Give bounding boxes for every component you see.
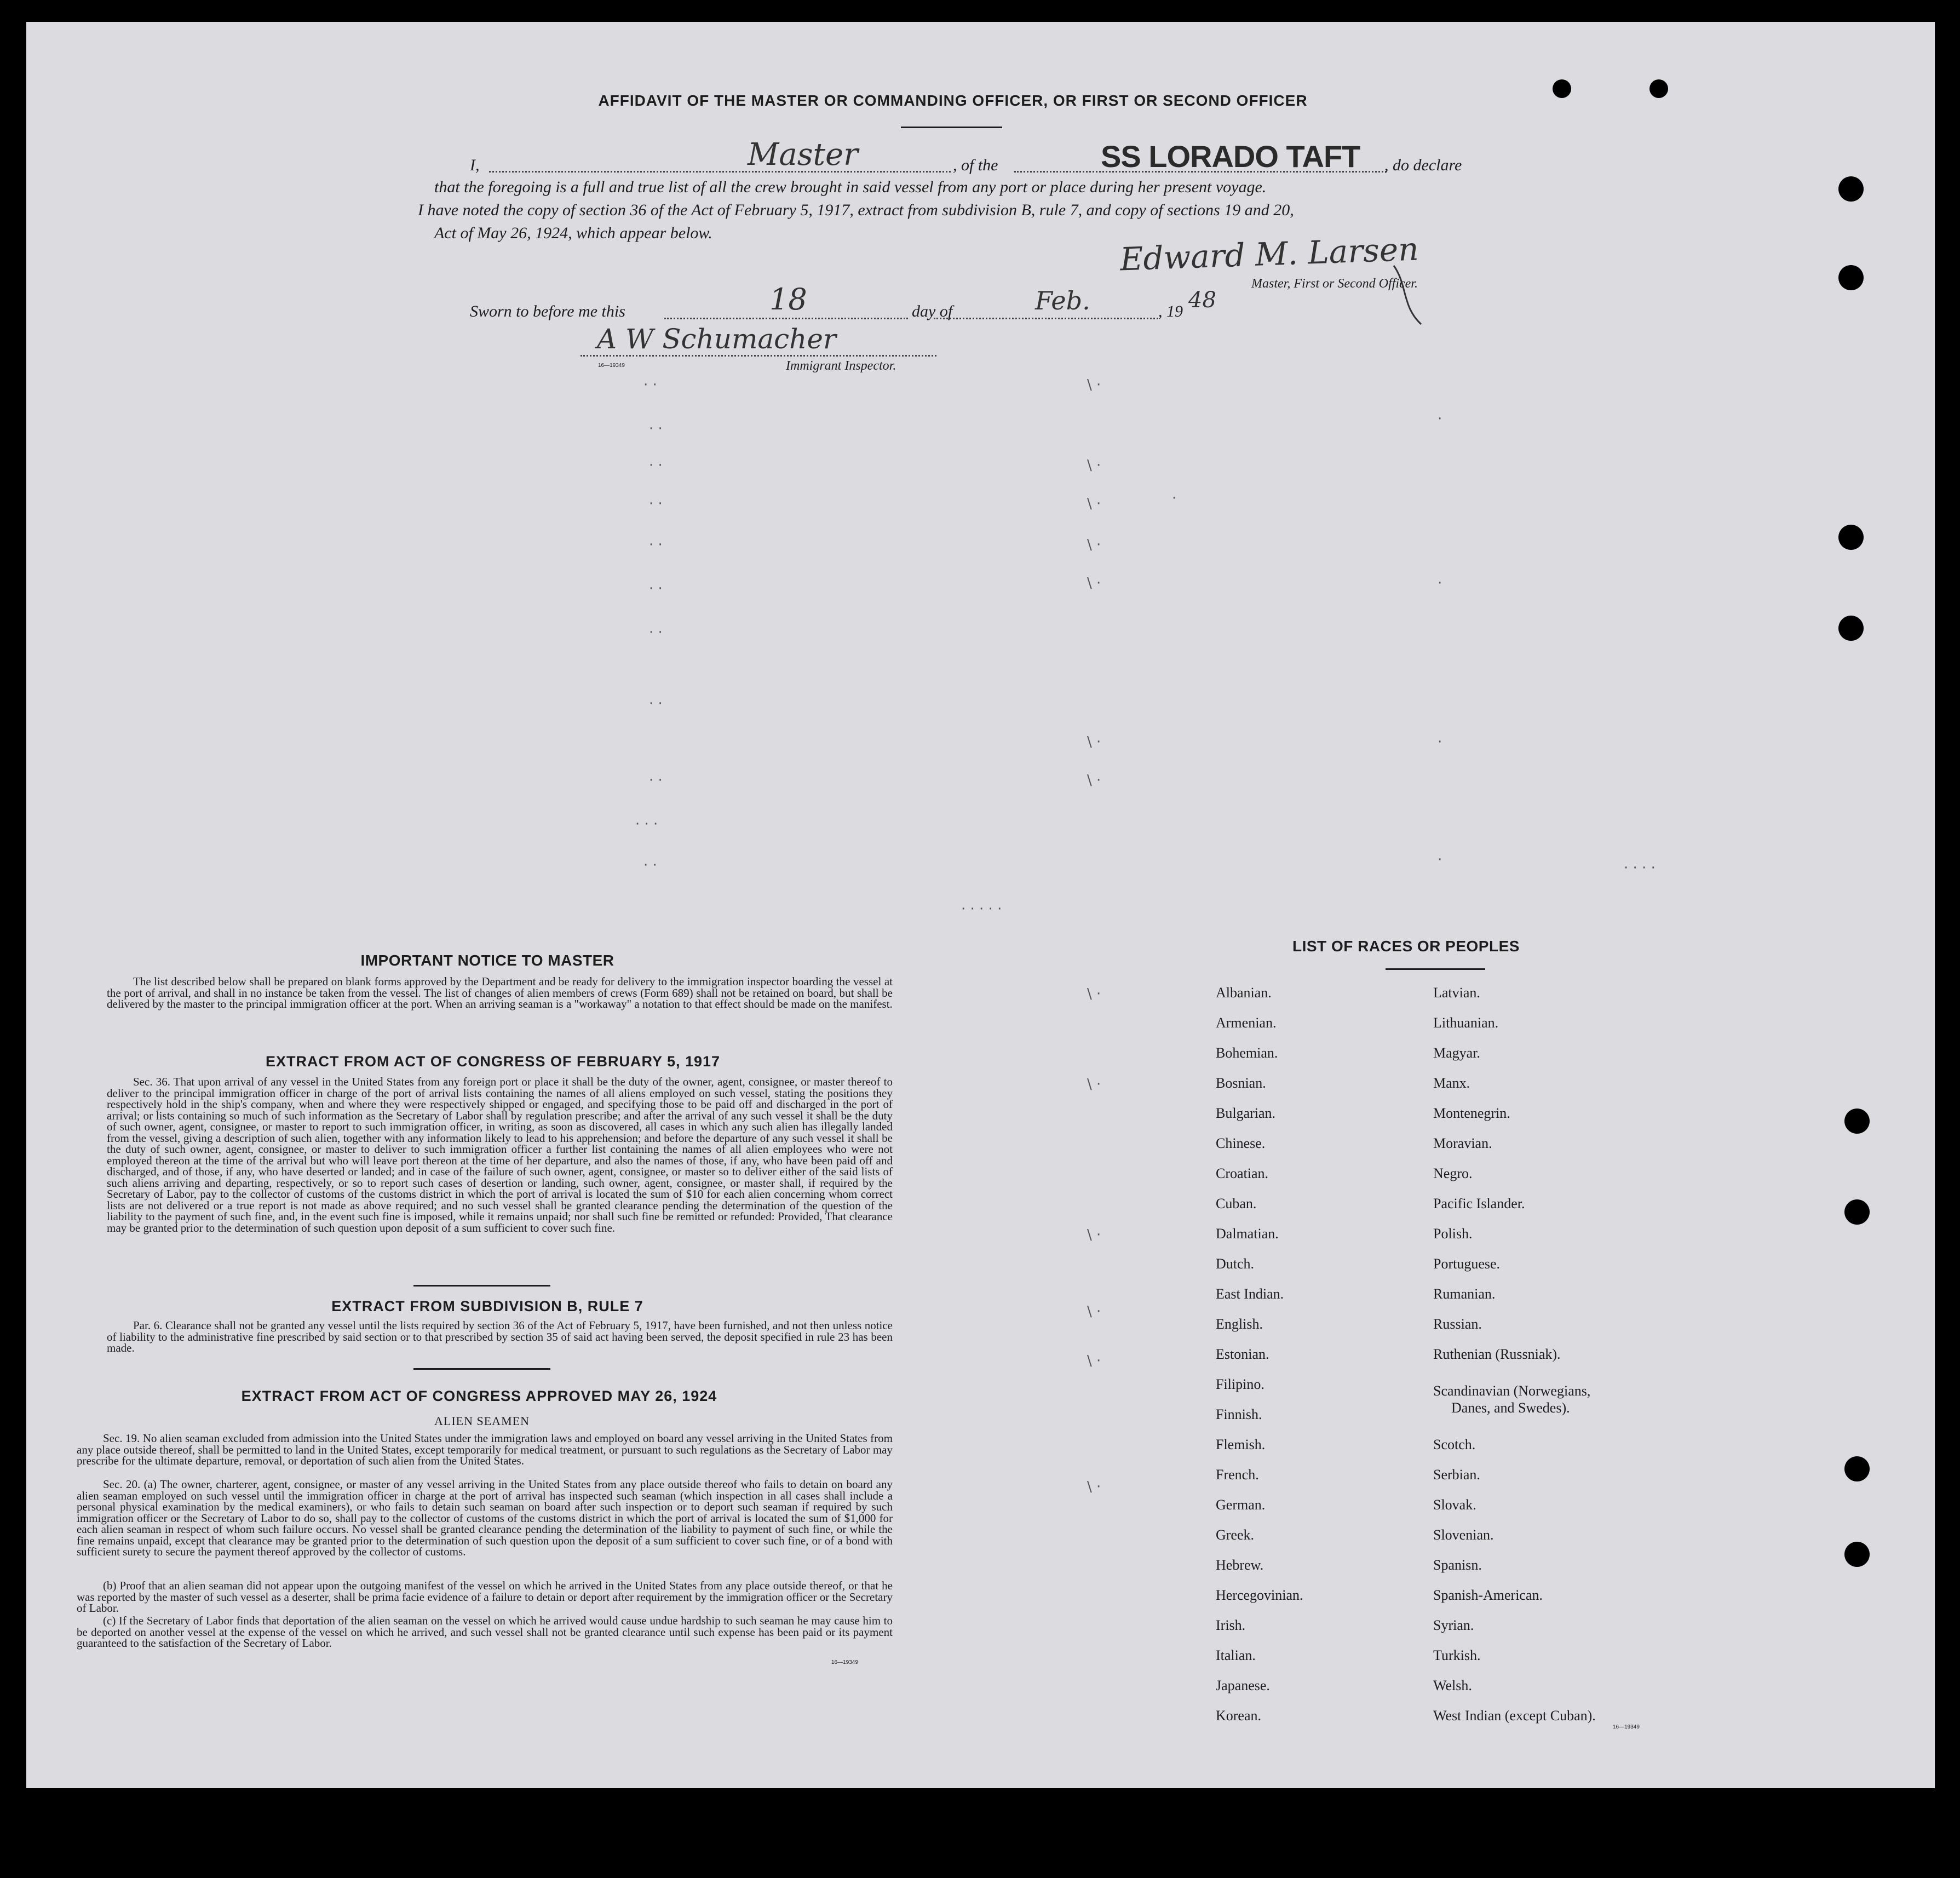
sworn-label: Sworn to before me this — [470, 302, 625, 320]
extract-1917-text: Sec. 36. That upon arrival of any vessel in the United States from any foreign port or place it shall be the duty of the owner, agent, consignee, or master thereof to deliver to the principal immigration officer in charge of the port of arrival lists containing the names of all aliens employed on such vessel, stating the positions they respectively hold in the ship's company, when and where they were respectively shipped or engaged, and specifying those to be paid off and discharged in the port of arrival; or lists containing so much of such information as the Secretary of Labor shall by regulation prescribe; and after the arrival of any such vessel it shall be the duty of such owner, agent, consignee, or master to report to such immigration officer, in writing, as soon as discovered, all cases in which any such alien has illegally landed from the vessel, giving a description of such alien, together with any information likely to lead to his apprehension; and before the departure of any such vessel it shall be the duty of such owner, agent, consignee, or master to deliver to such immigration officer a further list containing the names of all alien employees who were not employed thereon at the time of the arrival but who will leave port thereon at the time of her departure, and also the names of those, if any, who have been paid off and discharged, and of those, if any, who have deserted or landed; and in case of the failure of such owner, agent, consignee, or master so to deliver either of the said lists of such aliens arriving and departing, respectively, or so to report such cases of desertion or landing, such owner, agent, consignee, or master shall, if required by the Secretary of Labor, pay to the collector of customs of the customs district in which the port of arrival is located the sum of $10 for each alien concerning whom correct lists are not delivered or a true report is not made as above required; and no such vessel shall be granted clearance pending the determination of the question of the liability to the payment of such fine, and, in the event such fine is imposed, while it remains unpaid; nor shall such fine be remitted or refunded: Provided, That clearance may be granted prior to the determination of such question upon deposit of a sum sufficient to cover such fine. — [107, 1075, 893, 1234]
punch-hole — [1844, 1109, 1870, 1134]
race-item: Slovak. — [1433, 1497, 1476, 1513]
race-item: Serbian. — [1433, 1467, 1480, 1483]
punch-hole — [1838, 265, 1864, 290]
column-mark: \ · — [1087, 575, 1101, 591]
column-mark: \ · — [1087, 1479, 1101, 1495]
race-item: Filipino. — [1216, 1376, 1264, 1392]
punch-hole — [1844, 1456, 1870, 1481]
race-item: Montenegrin. — [1433, 1105, 1510, 1121]
extract-1924-sec20c: (c) If the Secretary of Labor finds that deportation of the alien seaman on the vessel on which he arrived would cause undue hardship to such seaman he may cause him to be deported on another vessel at the expense of the vessel on which he arrived, and such vessel shall not be granted clearance until such expense has been paid or its payment guaranteed to the satisfaction of the Secretary of Labor. — [77, 1614, 893, 1650]
column-mark: \ · — [1087, 772, 1101, 789]
race-item: Flemish. — [1216, 1437, 1266, 1452]
races-title: LIST OF RACES OR PEOPLES — [1292, 938, 1520, 955]
day-of-label: day of — [912, 302, 953, 320]
race-item: Polish. — [1433, 1226, 1473, 1242]
section-divider — [413, 1368, 550, 1370]
race-item: French. — [1216, 1467, 1259, 1483]
race-item: Italian. — [1216, 1647, 1256, 1663]
race-item: Bohemian. — [1216, 1045, 1278, 1061]
race-item: Chinese. — [1216, 1135, 1266, 1151]
race-item: Slovenian. — [1433, 1527, 1494, 1543]
race-item: Turkish. — [1433, 1647, 1481, 1663]
column-mark: \ · — [1087, 537, 1101, 553]
punch-hole — [1844, 1199, 1870, 1225]
column-mark: · · — [649, 496, 663, 512]
punch-hole — [1838, 525, 1864, 550]
column-mark: · — [1438, 852, 1442, 868]
inspector-signature: A W Schumacher — [597, 323, 836, 355]
column-mark: · · · · — [1624, 860, 1656, 876]
race-item: Armenian. — [1216, 1015, 1277, 1031]
inspector-caption: Immigrant Inspector. — [786, 359, 896, 373]
affidavit-line-2: that the foregoing is a full and true list of all the crew brought in said vessel from any port or place during her present voyage. — [434, 178, 1267, 196]
punch-hole — [1649, 79, 1668, 98]
of-the-label: , of the — [953, 156, 998, 174]
race-item: Spanish-American. — [1433, 1587, 1543, 1603]
column-mark: · · — [643, 857, 657, 874]
race-item: Dalmatian. — [1216, 1226, 1279, 1242]
sworn-month: Feb. — [1035, 286, 1090, 315]
extract-1924-sec19: Sec. 19. No alien seaman excluded from admission into the United States under the immigration laws and employed on board any vessel arriving in the United States from any place outside thereof, shall be permitted to land in the United States, except temporarily for medical treatment, or pursuant to such regulations as the Secretary of Labor may prescribe for the ultimate departure, removal, or deportation of such alien from the United States. — [77, 1432, 893, 1467]
column-mark: \ · — [1087, 1353, 1101, 1369]
race-item: Negro. — [1433, 1165, 1473, 1181]
race-item: Latvian. — [1433, 985, 1480, 1001]
race-item: Lithuanian. — [1433, 1015, 1499, 1031]
sworn-year: 48 — [1188, 288, 1216, 313]
punch-hole — [1838, 616, 1864, 641]
column-mark: · — [1438, 575, 1442, 591]
blank-line — [934, 318, 1158, 319]
race-item: Albanian. — [1216, 985, 1272, 1001]
signature-flourish — [1391, 263, 1424, 329]
punch-hole — [1844, 1542, 1870, 1567]
race-item: Finnish. — [1216, 1406, 1262, 1422]
race-item: Moravian. — [1433, 1135, 1492, 1151]
form-number: 16—19349 — [1613, 1724, 1640, 1730]
column-mark: \ · — [1087, 1227, 1101, 1243]
section-divider — [413, 1285, 550, 1287]
master-caption: Master, First or Second Officer. — [1251, 277, 1418, 291]
form-number: 16—19349 — [831, 1659, 858, 1665]
title-divider — [901, 127, 1002, 128]
handwritten-position: Master — [748, 137, 858, 173]
race-item: Bosnian. — [1216, 1075, 1266, 1091]
column-mark: · · — [649, 696, 663, 712]
sworn-day: 18 — [769, 282, 807, 317]
affidavit-title: AFFIDAVIT OF THE MASTER OR COMMANDING OFFICER, OR FIRST OR SECOND OFFICER — [598, 92, 1308, 109]
column-mark: · · — [649, 581, 663, 597]
column-mark: · · — [649, 624, 663, 641]
column-mark: · — [1172, 490, 1177, 507]
race-item: Danes, and Swedes). — [1451, 1400, 1570, 1416]
blank-line — [664, 318, 908, 319]
extract-1924-sec20b: (b) Proof that an alien seaman did not appear upon the outgoing manifest of the vessel on which he arrived in the United States from any place outside thereof, or that he was reported by the master of such vessel as a deserter, shall be prima facie evidence of a failure to detain or deport after requirement by the immigration officer or the Secretary of Labor. — [77, 1579, 893, 1615]
race-item: Hercegovinian. — [1216, 1587, 1303, 1603]
notice-title: IMPORTANT NOTICE TO MASTER — [360, 952, 614, 969]
race-item: Manx. — [1433, 1075, 1470, 1091]
do-declare-label: , do declare — [1384, 156, 1462, 174]
affidavit-line-3: I have noted the copy of section 36 of the Act of February 5, 1917, extract from subdivision B, rule 7, and copy of sections 19 and 20, — [418, 201, 1294, 219]
subdivision-b-text: Par. 6. Clearance shall not be granted any vessel until the lists required by section 36 of the Act of February 5, 1917, have been furnished, and not then unless notice of liability to the administrative fine prescribed by said section or to that prescribed by section 35 of said act having been served, the deposit specified in rule 23 has been made. — [107, 1319, 893, 1354]
blank-line — [580, 355, 936, 357]
column-mark: · · — [649, 457, 663, 474]
column-mark: · · — [649, 421, 663, 437]
column-mark: · · — [643, 377, 657, 393]
column-mark: \ · — [1087, 1303, 1101, 1320]
race-item: West Indian (except Cuban). — [1433, 1708, 1596, 1724]
race-item: Syrian. — [1433, 1617, 1474, 1633]
master-signature: Edward M. Larsen — [1119, 230, 1419, 278]
race-item: Scandinavian (Norwegians, — [1433, 1383, 1591, 1399]
races-divider — [1386, 968, 1485, 970]
race-item: Pacific Islander. — [1433, 1196, 1525, 1211]
column-mark: \ · — [1087, 986, 1101, 1002]
race-item: Magyar. — [1433, 1045, 1480, 1061]
notice-text: The list described below shall be prepared on blank forms approved by the Department and be ready for delivery to the immigration inspector boarding the vessel at the port of arrival, and shall in no instance be taken from the vessel. The list of changes of alien members of crews (Form 689) shall not be retained on board, but shall be delivered by the master to the principal immigration officer at the port. When an arriving seaman is a "workaway" a notation to that effect should be made on the manifest. — [107, 975, 893, 1010]
punch-hole — [1838, 176, 1864, 202]
vessel-name-stamp: SS LORADO TAFT — [1101, 139, 1360, 174]
race-item: German. — [1216, 1497, 1266, 1513]
affidavit-i: I, — [470, 156, 480, 174]
race-item: East Indian. — [1216, 1286, 1284, 1302]
subdivision-b-title: EXTRACT FROM SUBDIVISION B, RULE 7 — [331, 1298, 643, 1314]
column-mark: \ · — [1087, 734, 1101, 750]
affidavit-line-4: Act of May 26, 1924, which appear below. — [434, 224, 712, 242]
extract-1924-subtitle: ALIEN SEAMEN — [434, 1414, 530, 1428]
form-number: 16—19349 — [598, 363, 625, 369]
race-item: Welsh. — [1433, 1678, 1472, 1693]
column-mark: · · · — [635, 816, 658, 832]
column-mark: \ · — [1087, 457, 1101, 474]
race-item: Dutch. — [1216, 1256, 1255, 1272]
blank-line — [489, 171, 951, 173]
race-item: English. — [1216, 1316, 1263, 1332]
race-item: Croatian. — [1216, 1165, 1269, 1181]
race-item: Cuban. — [1216, 1196, 1257, 1211]
column-mark: · — [1438, 411, 1442, 427]
race-item: Korean. — [1216, 1708, 1262, 1724]
column-mark: · · — [649, 537, 663, 553]
race-item: Portuguese. — [1433, 1256, 1501, 1272]
race-item: Scotch. — [1433, 1437, 1476, 1452]
race-item: Estonian. — [1216, 1346, 1269, 1362]
race-item: Hebrew. — [1216, 1557, 1264, 1573]
column-mark: · — [1438, 734, 1442, 750]
year-prefix: , 19 — [1158, 302, 1183, 320]
column-mark: \ · — [1087, 377, 1101, 393]
race-item: Rumanian. — [1433, 1286, 1496, 1302]
race-item: Spanisn. — [1433, 1557, 1482, 1573]
race-item: Bulgarian. — [1216, 1105, 1276, 1121]
race-item: Russian. — [1433, 1316, 1482, 1332]
race-item: Japanese. — [1216, 1678, 1270, 1693]
extract-1924-sec20a: Sec. 20. (a) The owner, charterer, agent, consignee, or master of any vessel arriving in the United States from any place outside thereof who fails to detain on board any alien seaman employed on such vessel until the immigration officer in charge at the port of arrival has inspected such seaman (which inspection in all cases shall include a personal physical examination by the medical examiners), or who fails to detain such seaman on board after such inspection or to deport such seaman if required by such immigration officer or the Secretary of Labor to do so, shall pay to the collector of customs of the customs district in which the port of arrival is located the sum of $1,000 for each alien seaman in respect of whom such failure occurs. No vessel shall be granted clearance pending the determination of the liability to payment of such fine, or while the fine remains unpaid, except that clearance may be granted prior to the determination of such question upon the deposit of a sum sufficient to cover such fine, or of a bond with sufficient surety to secure the payment thereof approved by the collector of customs. — [77, 1478, 893, 1558]
race-item: Greek. — [1216, 1527, 1255, 1543]
race-item: Ruthenian (Russniak). — [1433, 1346, 1561, 1362]
column-mark: · · — [649, 772, 663, 789]
column-mark: \ · — [1087, 1076, 1101, 1093]
punch-hole — [1553, 79, 1571, 98]
column-mark: \ · — [1087, 496, 1101, 512]
race-item: Irish. — [1216, 1617, 1246, 1633]
extract-1917-title: EXTRACT FROM ACT OF CONGRESS OF FEBRUARY 5, 1917 — [265, 1053, 721, 1070]
extract-1924-title: EXTRACT FROM ACT OF CONGRESS APPROVED MAY 26, 1924 — [241, 1388, 717, 1404]
column-mark: · · · · · — [961, 901, 1002, 917]
